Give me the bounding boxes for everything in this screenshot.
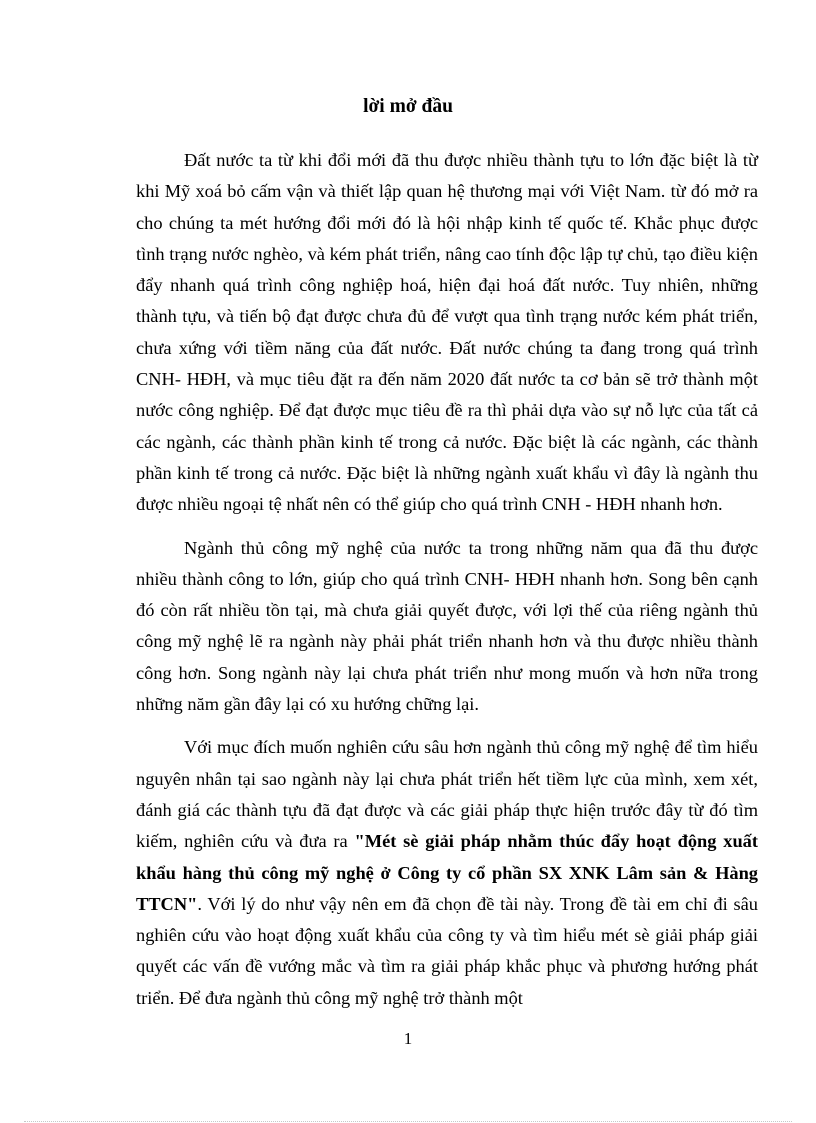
paragraph-purpose-lead: Với mục đích muốn nghiên cứu sâu hơn ngành thủ công mỹ nghệ để tìm hiểu nguyên nhân tại sao ngành này lại chưa phát triển hết tiềm lực của mình, xem xét, đánh giá các thành tựu đã đạt được và các giải pháp thực hiện trước đây từ đó tìm kiếm, nghiên cứu và đưa ra: [136, 737, 758, 852]
paragraph-handicraft: Ngành thủ công mỹ nghệ của nước ta trong những năm qua đã thu được nhiều thành công to lớn, giúp cho quá trình CNH- HĐH nhanh hơn. Song bên cạnh đó còn rất nhiều tồn tại, mà chưa giải quyết được, với lợi thế của riêng ngành thủ công mỹ nghệ lẽ ra ngành này phải phát triển nhanh hơn và thu được nhiều thành công hơn. Song ngành này lại chưa phát triển như mong muốn và hơn nữa trong những năm gần đây lại có xu hướng chững lại.: [136, 537, 758, 715]
paragraph-purpose-tail: . Với lý do như vậy nên em đã chọn đề tài này. Trong đề tài em chỉ đi sâu nghiên cứu vào hoạt động xuất khẩu của công ty và tìm hiểu mét sè giải pháp giải quyết các vấn đề vướng mắc và tìm ra giải pháp khắc phục và phương hướng phát triển. Để đưa ngành thủ công mỹ nghệ trở thành một: [136, 893, 758, 1008]
paragraph-purpose: [136, 732, 758, 1014]
page-number: 1: [403, 1029, 413, 1048]
paragraph-intro: Đất nước ta từ khi đổi mới đã thu được nhiều thành tựu to lớn đặc biệt là từ khi Mỹ xoá bỏ cấm vận và thiết lập quan hệ thương mại với Việt Nam. từ đó mở ra cho chúng ta mét hướng đổi mới đó là hội nhập kinh tế quốc tế. Khắc phục được tình trạng nước nghèo, và kém phát triển, nâng cao tính độc lập tự chủ, tạo điều kiện đẩy nhanh quá trình công nghiệp hoá, hiện đại hoá đất nước. Tuy nhiên, những thành tựu, và tiến bộ đạt được chưa đủ để vượt qua tình trạng nước kém phát triển, chưa xứng với tiềm năng của đất nước. Đất nước chúng ta đang trong quá trình CNH- HĐH, và mục tiêu đặt ra đến năm 2020 đất nước ta cơ bản sẽ trở thành một nước công nghiệp. Để đạt được mục tiêu đề ra thì phải dựa vào sự nỗ lực của tất cả các ngành, các thành phần kinh tế trong cả nước. Đặc biệt là các ngành, các thành phần kinh tế trong cả nước. Đặc biệt là những ngành xuất khẩu vì đây là ngành thu được nhiều ngoại tệ nhất nên có thể giúp cho quá trình CNH - HĐH nhanh hơn.: [136, 150, 758, 515]
page-bottom-divider: [24, 1121, 792, 1122]
document-body: [136, 145, 758, 1026]
thesis-title: "Mét sè giải pháp nhằm thúc đẩy hoạt động xuất khẩu hàng thủ công mỹ nghệ ở Công ty cổ phần SX XNK Lâm sản & Hàng TTCN": [136, 831, 758, 914]
page-title: lời mở đầu: [363, 96, 453, 117]
